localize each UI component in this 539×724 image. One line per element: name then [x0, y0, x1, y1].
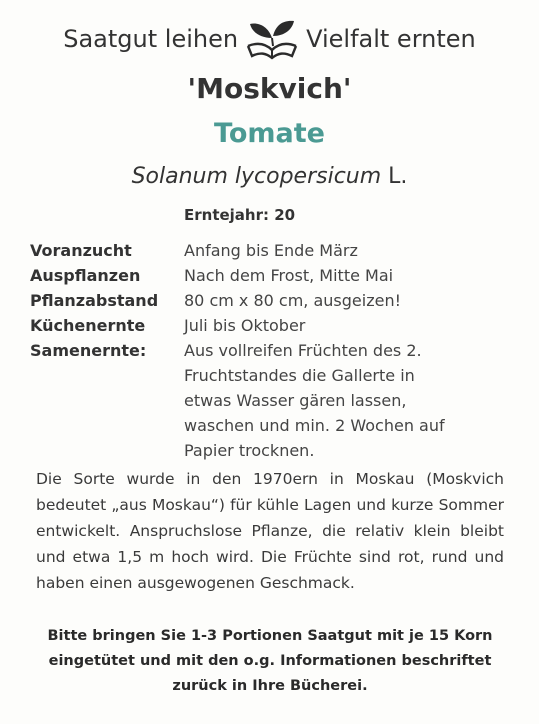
return-instructions: Bitte bringen Sie 1-3 Portionen Saatgut mit je 15 Korn eingetütet und mit den o.g. Informationen beschriftet zurück in Ihre Bücherei. [47, 628, 493, 694]
info-label: Samenernte: [30, 341, 147, 360]
latin-binomial: Solanum lycopersicum [131, 164, 382, 189]
seedling-book-logo-icon [244, 16, 300, 62]
info-row [30, 288, 520, 313]
harvest-year: Erntejahr: 20 [184, 206, 296, 224]
latin-author: L. [388, 164, 408, 189]
info-row [30, 338, 520, 463]
info-row [30, 313, 520, 338]
latin-name [0, 164, 539, 189]
variety-name: 'Moskvich' [187, 72, 352, 105]
info-label: Auspflanzen [30, 266, 141, 285]
info-table [30, 238, 520, 463]
info-row [30, 263, 520, 288]
info-label: Voranzucht [30, 241, 132, 260]
common-name: Tomate [214, 118, 325, 149]
header [0, 14, 539, 64]
info-value: Juli bis Oktober [184, 316, 306, 335]
info-label: Küchenernte [30, 316, 146, 335]
variety-description: Die Sorte wurde in den 1970ern in Moskau (Moskvich bedeutet „aus Moskau“) für kühle Lagen und kurze Sommer entwickelt. Anspruchslose Pflanze, die relativ klein bleibt und etwa 1,5 m hoch wird. Die Früchte sind rot, rund und haben einen ausgewogenen Geschmack. [36, 470, 504, 592]
info-row [30, 238, 520, 263]
info-value: Anfang bis Ende März [184, 241, 358, 260]
info-label: Pflanzabstand [30, 291, 159, 310]
info-value: Aus vollreifen Früchten des 2. Fruchtstandes die Gallerte in etwas Wasser gären lassen, waschen und min. 2 Wochen auf Papier trocknen. [184, 341, 445, 460]
info-value: Nach dem Frost, Mitte Mai [184, 266, 394, 285]
header-right-text: Vielfalt ernten [306, 25, 476, 53]
info-value: 80 cm x 80 cm, ausgeizen! [184, 291, 401, 310]
header-left-text: Saatgut leihen [63, 25, 239, 53]
